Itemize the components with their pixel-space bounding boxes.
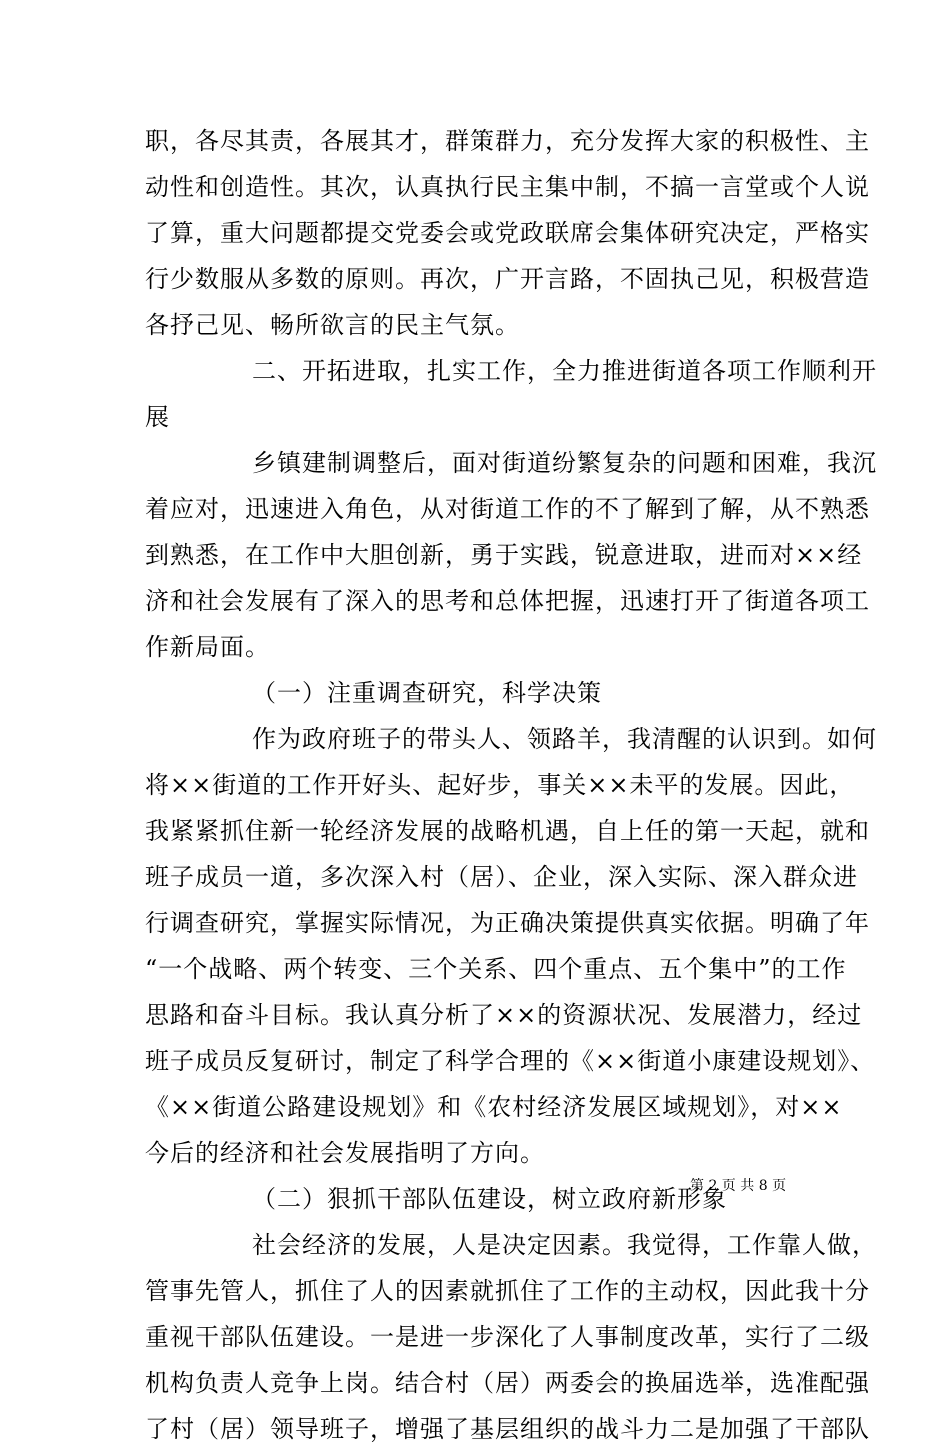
text-line: 济和社会发展有了深入的思考和总体把握，迅速打开了街道各项工 [145,587,870,615]
text-line: 到熟悉，在工作中大胆创新，勇于实践，锐意进取，进而对××经 [145,541,863,569]
text-line: 将××街道的工作开好头、起好步，事关××未平的发展。因此， [145,771,855,799]
text-line: 职，各尽其责，各展其才，群策群力，充分发挥大家的积极性、主 [145,127,870,155]
text-line: 社会经济的发展，人是决定因素。我觉得，工作靠人做， [252,1231,877,1259]
text-line: 机构负责人竞争上岗。结合村（居）两委会的换届选举，选准配强 [145,1369,870,1397]
body-text [145,118,877,1452]
text-line: 动性和创造性。其次，认真执行民主集中制，不搞一言堂或个人说 [145,173,870,201]
text-line: 作新局面。 [145,633,270,661]
text-line: 了村（居）领导班子，增强了基层组织的战斗力二是加强了干部队 [145,1415,870,1443]
text-line: 乡镇建制调整后，面对街道纷繁复杂的问题和困难，我沉 [252,449,877,477]
subsection-heading: （一）注重调查研究，科学决策 [252,679,602,707]
text-line: 思路和奋斗目标。我认真分析了××的资源状况、发展潜力，经过 [145,1001,863,1029]
text-line: 班子成员一道，多次深入村（居）、企业，深入实际、深入群众进 [145,863,858,891]
text-line: 我紧紧抓住新一轮经济发展的战略机遇，自上任的第一天起，就和 [145,817,870,845]
text-line: 今后的经济和社会发展指明了方向。 [145,1139,545,1167]
text-line: 管事先管人，抓住了人的因素就抓住了工作的主动权，因此我十分 [145,1277,870,1305]
text-line: 了算，重大问题都提交党委会或党政联席会集体研究决定，严格实 [145,219,870,247]
section-heading: 二、开拓进取，扎实工作，全力推进街道各项工作顺利开 [252,357,877,385]
text-line: 班子成员反复研讨，制定了科学合理的《××街道小康建设规划》、 [145,1047,876,1075]
text-line: 行调查研究，掌握实际情况，为正确决策提供真实依据。明确了年 [145,909,870,937]
page-number-footer: 第 2 页 共 8 页 [690,1178,787,1194]
text-line: 《××街道公路建设规划》和《农村经济发展区域规划》，对×× [145,1093,843,1121]
text-line: 各抒己见、畅所欲言的民主气氛。 [145,311,520,339]
text-line: 着应对，迅速进入角色，从对街道工作的不了解到了解，从不熟悉 [145,495,870,523]
text-line: 重视干部队伍建设。一是进一步深化了人事制度改革，实行了二级 [145,1323,870,1351]
text-line: “一个战略、两个转变、三个关系、四个重点、五个集中”的工作 [145,955,847,983]
subsection-heading: （二）狠抓干部队伍建设，树立政府新形象 [252,1185,727,1213]
text-line: 作为政府班子的带头人、领路羊，我清醒的认识到。如何 [252,725,877,753]
text-line: 行少数服从多数的原则。再次，广开言路，不固执己见，积极营造 [145,265,870,293]
section-heading-continued: 展 [145,403,170,431]
